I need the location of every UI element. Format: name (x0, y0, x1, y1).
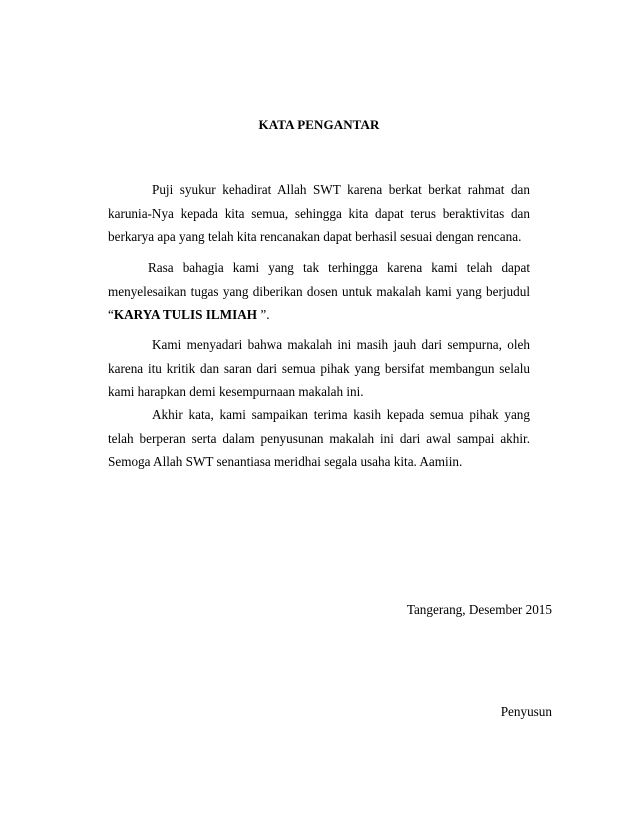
paragraph-text: Kami menyadari bahwa makalah ini masih jauh dari sempurna, oleh karena itu kritik dan saran dari semua pihak yang bersifat membangun selalu kami harapkan demi kesempurnaan makalah ini. (108, 337, 530, 399)
paragraph-happiness (108, 256, 530, 327)
paragraph-text-after: ”. (257, 307, 270, 322)
author-signature: Penyusun (500, 704, 552, 719)
paragraph-gratitude (108, 178, 530, 249)
paragraph-imperfection (108, 333, 530, 404)
paragraph-text: Akhir kata, kami sampaikan terima kasih kepada semua pihak yang telah berperan serta dalam penyusunan makalah ini dari awal sampai akhir. Semoga Allah SWT senantiasa meridhai segala usaha kita. Aamiin. (108, 407, 530, 469)
paragraph-text-before: Rasa bahagia kami yang tak terhingga karena kami telah dapat menyelesaikan tugas yang diberikan dosen untuk makalah kami yang berjudul “ (108, 260, 530, 322)
page-title: KATA PENGANTAR (258, 117, 380, 132)
paragraph-text: Puji syukur kehadirat Allah SWT karena berkat berkat rahmat dan karunia-Nya kepada kita semua, sehingga kita dapat terus beraktivitas dan berkarya apa yang telah kita rencanakan dapat berhasil sesuai dengan rencana. (108, 182, 530, 244)
place-date: Tangerang, Desember 2015 (406, 602, 552, 617)
paper-title-bold: KARYA TULIS ILMIAH (113, 307, 258, 322)
paragraph-closing (108, 403, 530, 474)
